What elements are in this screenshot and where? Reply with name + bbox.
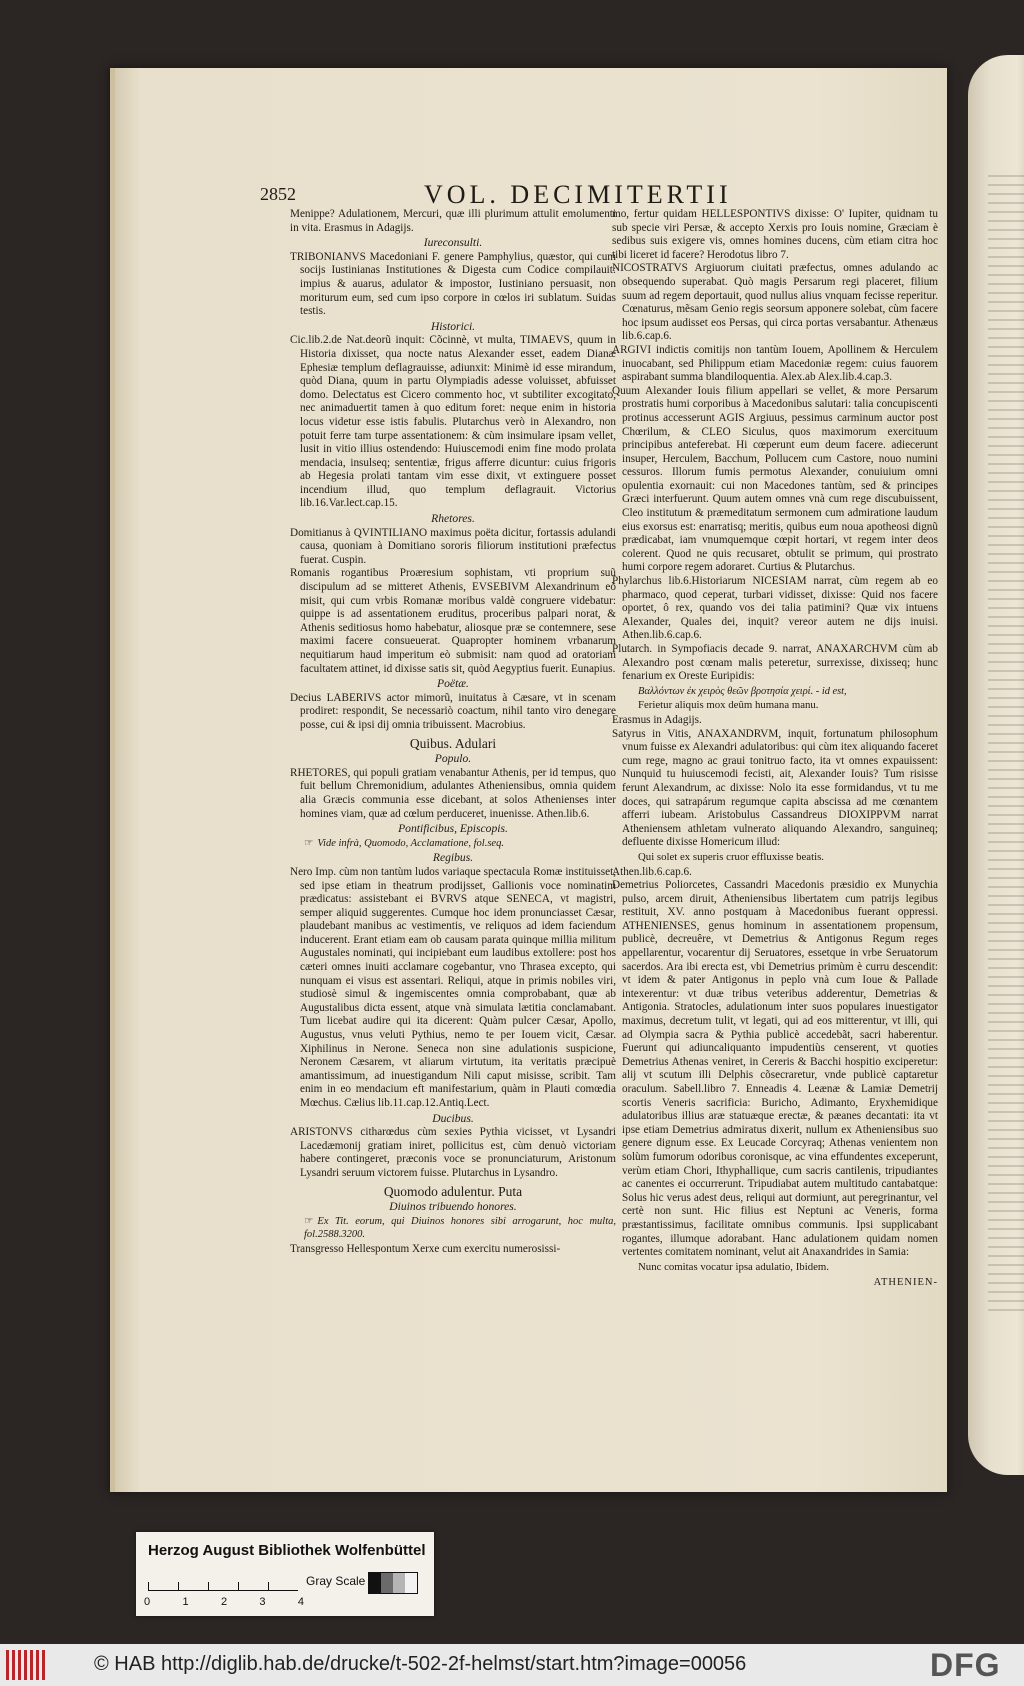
section-heading: Diuinos tribuendo honores.	[389, 1200, 517, 1214]
paragraph: Romanis rogantibus Proæresium sophistam, vti proprium suũ discipulum ad se mitteret Athenis, EVSEBIVM Alexandrinum eò misit, qui cum vrbis Romanæ moribus valdè congruere videbatur: quippe is ad assentationem eruditus, proceribus palpari norat, & Athenis seditiosus homo habebatur, aliosque præ se contemnere, sese maximi facere consueuerat. Quapropter hominem vrbanarum nequitiarum haud imperitum eò submisit: nam quod ad oratoriam facultatem attinet, id dixisse satis sit, quòd Aegyptius fuerit. Eunapius.	[290, 567, 616, 675]
right-column	[612, 208, 938, 1290]
section-heading: Populo.	[434, 752, 472, 766]
gray-scale-swatches	[368, 1572, 418, 1594]
main-heading: Quibus. Adulari	[409, 735, 497, 751]
verse-line: Qui solet ex superis cruor effluxisse beatis.	[638, 850, 825, 863]
gray-swatch	[405, 1573, 417, 1593]
hab-logo-icon	[6, 1650, 46, 1680]
library-name: Herzog August Bibliothek Wolfenbüttel	[148, 1542, 426, 1559]
adjacent-page-bleedthrough	[988, 175, 1024, 1315]
section-heading: Rhetores.	[431, 512, 475, 526]
ruler-number: 4	[297, 1596, 304, 1608]
cross-reference	[304, 1215, 616, 1242]
pointing-hand-icon: ☞	[304, 1215, 314, 1227]
paragraph: ARISTONVS citharœdus cùm sexies Pythia vicisset, vt Lysandri Lacedæmonij gratiam iniret, pollicitus est, cùm denuò victoriam habere contingeret, præconis voce se pronunciaturum, Aristonum Lysandri seruum victorem fuisse. Plutarchus in Lysandro.	[290, 1126, 616, 1179]
greek-quote: Βαλλόντων ἐκ χειρὸς θεῶν βροτησία χειρί. - id est,	[638, 685, 847, 697]
verse-line: Nunc comitas vocatur ipsa adulatio, Ibidem.	[638, 1260, 829, 1273]
paragraph: Quum Alexander Iouis filium appellari se vellet, & more Persarum prostratis humi corporibus à Macedonibus salutari: talia concupiscenti protinus accesserunt AGIS Argiuus, pessimus carminum auctor post Chœrilum, & CLEO Siculus, quos maximorum exercituum principibus anteferebat. Hi cœperunt eum deum facere. adiecerunt insuper, Herculem, Bacchum, Pollucem cum Castore, nouo numini cessuros. Illorum fumis permotus Alexander, conuiuium omni opulentia exornauit: cui non Macedones tantùm, sed & principes Græci interfuerunt. Quum autem omnes vnà cum rege discubuissent, Cleo institutum & præmeditatum sermonem cum admiratione laudum eius exorsus est: enarratisq; meritis, quibus eum noua apotheosi dignũ prædicabat, iam vnumquemque cœpit hortari, vt regem inter deos colerent. Quod ne quis recusaret, obtulit se primum, qui prostrato humi corpore regem adoraret. Curtius & Plutarchus.	[612, 384, 938, 574]
ruler-numbers	[144, 1596, 304, 1608]
dfg-logo: DFG	[930, 1647, 1001, 1683]
paragraph-continuation: Menippe? Adulationem, Mercuri, quæ illi plurimum attulit emolumenti in vita. Erasmus in Adagijs.	[290, 208, 616, 234]
paragraph: NICOSTRATVS Argiuorum ciuitati præfectus, omnes adulando ac obsequendo superabat. Quò magis Persarum regi placeret, filium suum ad regem deportauit, quod nullus alius vnquam fecisse reperitur. Cœnaturus, mẽsam Genio regis seorsum apponere solebat, cùm facere hoc ipsum audisset eos Persas, qui circa portas versabantur. Athenæus lib.6.cap.6.	[612, 262, 938, 343]
main-heading: Quomodo adulentur. Puta	[383, 1183, 523, 1199]
ruler-number: 0	[144, 1596, 151, 1608]
paragraph: Cic.lib.2.de Nat.deorũ inquit: Cõcinnè, vt multa, TIMAEVS, quum in Historia dixisset, qua nocte natus Alexander esset, eadem Dianæ Ephesiæ templum deflagrauisse, adiunxit: Minimè id esse mirandum, quòd Diana, quum in partu Olympiadis adesse voluisset, abfuisset domo. Delectatus est Cicero commento hoc, vt subtiliter excogitato, nec animaduertit tamen à quo editum foret: neque enim in historia locus videtur esse istis fabulis. Plutarchus verò in Alexandro, non potuit ferre tam turpe assentationem: & cùm insimulare ipsam vellet, lusit in vitio illius ostendendo: Huiuscemodi enim fine modo prolata mendacia, insulseq; sententiæ, frigus afferre dicuntur: cuius frigoris ab Hegesia prolati tantam vim esse dixit, vt extinguere posset incendium illud, quo templum deflagrauit. Victorius lib.16.Var.lect.cap.15.	[290, 334, 616, 510]
paragraph: Satyrus in Vitis, ANAXANDRVM, inquit, fortunatum philosophum vnum fuisse ex Alexandri adulatoribus: qui cùm itex aliquando faceret cum rege, magno ac graui tonitruo facto, ita vt omnes expauissent: Nunquid tu huiuscemodi fecisti, ait, Alexander Iouis? Tum risisse ferunt Alexandrum, ac dixisse: Nolo ita esse formidandus, vt tu me doces, qui satrapárum regumque capita abscissa ad me cœnantem afferri iubeam. Aristobulus Cassandreus DIOXIPPVM narrat Atheniensem athletam vulnerato aliquando Alexandro, sanguineq; defluente dixisse Homericum illud:	[612, 727, 938, 849]
paragraph: Decius LABERIVS actor mimorũ, inuitatus à Cæsare, vt in scenam prodiret: respondit, Se necessariò coactum, nihil tanto viro denegare posse, cui & ipsi dij omnia tribuissent. Macrobius.	[290, 691, 616, 731]
gray-swatch	[381, 1573, 393, 1593]
section-heading: Poëtæ.	[437, 677, 469, 691]
pointing-hand-icon: ☞	[304, 837, 314, 849]
gray-swatch	[393, 1573, 405, 1593]
ruler-number: 3	[259, 1596, 266, 1608]
paragraph: Plutarch. in Sympofiacis decade 9. narrat, ANAXARCHVM cùm ab Alexandro post cœnam malis peteretur, surrexisse, dixisseq; hunc fenarium ex Oreste Euripidis:	[612, 643, 938, 683]
catchword: ATHENIEN-	[873, 1277, 938, 1289]
paragraph: RHETORES, qui populi gratiam venabantur Athenis, per id tempus, quo fuit bellum Chremonidium, adulantes Atheniensibus, omnia quidem alia Græcis communia esse dicebant, at solos Athenienses inter homines viam, quæ ad cœlum perduceret, inuenisse. Athen.lib.6.	[290, 766, 616, 820]
paragraph: Transgresso Hellespontum Xerxe cum exercitu numerosissi-	[290, 1242, 561, 1255]
cross-reference-text: Vide infrà, Quomodo, Acclamatione, fol.seq.	[317, 837, 504, 849]
paragraph: Domitianus à QVINTILIANO maximus poëta dicitur, fortassis adulandi causa, quoniam à Domitiano sororis filiorum institutioni præfectus fuerat. Cuspin.	[290, 526, 616, 566]
paragraph: Phylarchus lib.6.Historiarum NICESIAM narrat, cùm regem ab eo pharmaco, quod ceperat, turbari vidisset, dixisse: Quid nos facere oportet, ô rex, quando vos dei talia patimini? Quæ vix intuens Alexander, Quales dei, inquit? vereor autem ne dijs inuisi. Athen.lib.6.cap.6.	[612, 575, 938, 642]
cross-reference-text: Ex Tit. eorum, qui Diuinos honores sibi arrogarunt, hoc multa, fol.2588.3200.	[304, 1215, 616, 1241]
footer-bar	[0, 1644, 1024, 1686]
section-heading: Iureconsulti.	[423, 236, 483, 250]
page-number: 2852	[260, 184, 296, 204]
left-column	[290, 208, 616, 1257]
gray-scale-label: Gray Scale	[306, 1574, 366, 1588]
paragraph: TRIBONIANVS Macedoniani F. genere Pamphylius, quæstor, qui cum socijs Iustinianas Institutiones & Digesta cum Codice compilauit: impius & auarus, adulator & impostor, Iustiniano persuasit, non moriturum eum, sed cum ipso corpore in cœlos iri sublatum. Suidas testis.	[290, 250, 616, 318]
footer-url[interactable]: © HAB http://diglib.hab.de/drucke/t-502-2f-helmst/start.htm?image=00056	[94, 1653, 747, 1675]
paragraph-continuation: Erasmus in Adagijs.	[612, 713, 702, 726]
ruler-number: 2	[220, 1596, 228, 1608]
paragraph: ARGIVI indictis comitijs non tantùm Iouem, Apollinem & Herculem inuocabant, sed Philippum etiam Macedoniæ regem: cuius fauorem aspirabant summa blandiloquentia. Alex.ab Alex.lib.4.cap.3.	[612, 343, 938, 384]
ruler-number: 1	[182, 1596, 189, 1608]
cross-reference	[304, 837, 616, 851]
library-label	[136, 1532, 434, 1616]
section-heading: Ducibus.	[432, 1111, 474, 1125]
paragraph-continuation: Athen.lib.6.cap.6.	[612, 865, 692, 878]
adjacent-page-edge	[968, 55, 1024, 1475]
verse-line: Ferietur aliquis mox deûm humana manu.	[638, 699, 819, 712]
gray-swatch	[369, 1573, 381, 1593]
section-heading: Pontificibus, Episcopis.	[398, 822, 508, 836]
paragraph-continuation: mo, fertur quidam HELLESPONTIVS dixisse: O' Iupiter, quidnam tu sub specie viri Persæ, & accepto Xerxis pro Iouis nomine, Græciam è sedibus suis exigere vis, omnes homines ducens, cùm etiam citra hoc tibi liceret id facere? Herodotus libro 7.	[612, 208, 938, 261]
running-head: VOL. DECIMITERTII	[424, 180, 732, 209]
section-heading: Historici.	[430, 319, 476, 333]
paragraph: Demetrius Poliorcetes, Cassandri Macedonis præsidio ex Munychia pulso, arcem diruit, Atheniensibus libertatem cum patrijs legibus restituit, XV. anno postquam à Macedonibus fuerant oppressi. ATHENIENSES, genus hominum in assentationem propensum, publicè, decreuêre, vt Demetrius & Antigonus Regum reges appellarentur, vocarentur dij Seruatores, essetque in vrbe Seruatorum sacerdos. Ara ibi erecta est, vbi Demetrius primùm è curru descendit: vt idem & pater Antigonus in peplo vnà cum Ioue & Pallade intexerentur: vt duæ tribus veteribus adderentur, Demetrias & Antigonia. Stratocles, adulationum inter suos populares inuestigator maximus, decretum tulit, vt legati, qui ad eos mitterentur, vt illi, qui ad Olympia sacra & Pythia publicè accedebãt, sacri haberentur. Fuerunt qui adiuncaliquanto impudentiùs censerent, vt quoties Demetrius Athenas veniret, in Cereris & Bacchi hospitio exciperetur: alij vt scutum illi Delphis cõsecraretur, vnde publicè captaretur oraculum. Sabell.libro 7. Enneadis 4. Leænæ & Lamiæ Demetrij scortis Veneris sacrificia: Buricho, Adimanto, Eryxhemidique adulatoribus illius aræ statuæque erectæ, & pæanes decantati: ita vt ipse etiam Demetrius admiratus dixerit, nullum ex Atheniensibus suo genere dignum esse. Ex Leucade Corcyraq; Athenas venientem non solùm fumorum odoribus coronisque, ac vina effundentes exceperunt, verùm etiam Chori, Ithyphallique, cum sacris cantilenis, tripudiantes ac canentes ei occurrerunt. Tripudiabat autem multitudo cantabatque: Solus hic verus adest deus, reliqui aut dormiunt, aut peregrinantur, vel certè non sunt. Hic filius est Neptuni ac Veneris, forma præstantissimus, facilitate omnibus communis. Ipsi supplicabant rogantes, illumque adorabant. Hanc adulationem quidam nomen vertentes comitatem nominant, velut ait Anaxandrides in Samia:	[612, 879, 938, 1259]
scale-ruler	[148, 1572, 298, 1591]
paragraph: Nero Imp. cùm non tantùm ludos variaque spectacula Romæ instituisset, sed ipse etiam in theatrum prodijsset, Gallionis voce nominatim prædicatus: assistebant ei BVRVS atque SENECA, vt magistri, semper aliquid suggerentes. Cumque hoc idem pronunciasset Cæsar, plaudebant manibus ac vestimentis, ve reliquos ad idem faciendum inducerent. Erant etiam eam ob causam parata quinque millia militum Augustales nominati, qui incipiebant eum laudibus extollere: post hos cæteri omnes inuiti acclamare cogebantur, vno Thrasea excepto, qui nunquam ei visus est assentari. Reliqui, atque in primis nobiles viri, studiosè simul & ingemiscentes omnia comprobabant, quæ ab Augustalibus dicta essent, atque vnà simulata lætitia conclamabant. Tum licebat audire qui ita dicerent: Quàm pulcer Cæsar, Apollo, Augustus, vnus veluti Pythius, nemo te per Iouem vicit, Cæsar. Xiphilinus in Nerone. Seneca non sine adulationis suspicione, Neronem Cæsarem, vt aliarum virtutum, ita veritatis præcipuè amantissimum, ad inuestigandum Nili caput misisse, scribit. Tam enim in eo mendacium eft manifestarium, quàm in Plauti comœdia Mœchus. Cælius lib.11.cap.12.Antiq.Lect.	[290, 865, 616, 1109]
section-heading: Regibus.	[432, 851, 474, 865]
